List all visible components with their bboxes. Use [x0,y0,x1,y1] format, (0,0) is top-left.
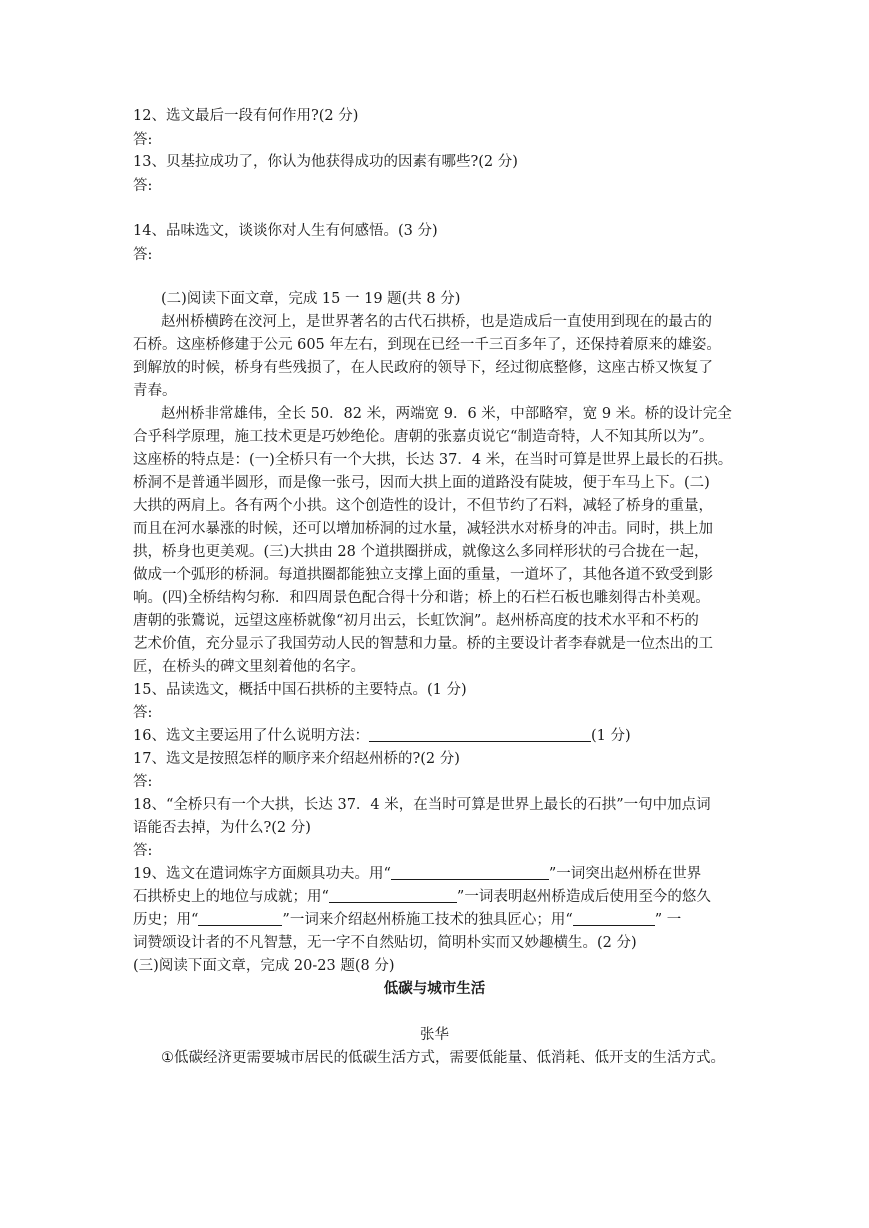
question-19-line-1 [133,864,743,884]
question-19-text: ”一词来介绍赵州桥施工技术的独具匠心；用“ [282,912,573,928]
answer-label: 答: [133,705,153,721]
question-16-prefix: 16、选文主要运用了什么说明方法： [133,728,369,744]
section-3-heading: (三)阅读下面文章，完成 20-23 题(8 分) [133,958,395,974]
question-19-text: 19、选文在遣词炼字方面颇具功夫。用“ [133,866,391,882]
answer-label: 答: [133,132,153,148]
question-16-suffix: (1 分) [590,728,631,744]
answer-blank[interactable] [198,911,282,926]
answer-label: 答: [133,178,153,194]
paragraph-line: 赵州桥横跨在洨河上，是世界著名的古代石拱桥，也是造成后一直使用到现在的最古的 [161,314,712,330]
answer-blank[interactable] [329,888,457,903]
answer-label: 答: [133,774,153,790]
question-18-line-2: 语能否去掉，为什么?(2 分) [133,820,311,836]
paragraph-line: 而且在河水暴涨的时候，还可以增加桥洞的过水量，减轻洪水对桥身的冲击。同时，拱上加 [133,521,713,537]
question-17: 17、选文是按照怎样的顺序来介绍赵州桥的?(2 分) [133,751,460,767]
question-19-text: ”一词表明赵州桥造成后使用至今的悠久 [456,889,711,905]
paragraph-line: 艺术价值，充分显示了我国劳动人民的智慧和力量。桥的主要设计者李春就是一位杰出的工 [133,636,713,652]
article-author: 张华 [420,1027,449,1043]
question-19-text: ” 一 [654,912,682,928]
paragraph-line: 到解放的时候，桥身有些残损了，在人民政府的领导下，经过彻底整修，这座古桥又恢复了 [133,360,713,376]
paragraph-line: 青春。 [133,383,177,399]
answer-blank[interactable] [369,727,591,742]
paragraph-line: 合乎科学原理，施工技术更是巧妙绝伦。唐朝的张嘉贞说它“制造奇特，人不知其所以为”。 [133,429,714,445]
paragraph-line: 赵州桥非常雄伟，全长 50．82 米，两端宽 9．6 米，中部略窄，宽 9 米。桥的设计完全 [161,406,732,422]
question-19-text: ”一词突出赵州桥在世界 [548,866,702,882]
question-19-text: 历史；用“ [133,912,199,928]
section-2-heading: (二)阅读下面文章，完成 15 一 19 题(共 8 分) [161,291,461,307]
paragraph-line: 大拱的两肩上。各有两个小拱。这个创造性的设计，不但节约了石料，减轻了桥身的重量， [133,498,713,514]
question-19-line-3 [133,910,743,930]
question-12: 12、选文最后一段有何作用?(2 分) [133,108,359,124]
question-19-line-2 [133,887,743,907]
answer-label: 答: [133,247,153,263]
question-19-text: 石拱桥史上的地位与成就；用“ [133,889,329,905]
paragraph-line: ①低碳经济更需要城市居民的低碳生活方式，需要低能量、低消耗、低开支的生活方式。 [161,1050,725,1066]
question-18-line-1: 18、“全桥只有一个大拱，长达 37．4 米，在当时可算是世界上最长的石拱”一句中加点词 [133,797,711,813]
paragraph-line: 匠，在桥头的碑文里刻着他的名字。 [133,659,365,675]
paragraph-line: 响。(四)全桥结构匀称．和四周景色配合得十分和谐；桥上的石栏石板也雕刻得古朴美观。 [133,590,710,606]
question-16 [133,726,743,746]
answer-blank[interactable] [391,865,549,880]
paragraph-line: 唐朝的张鷟说，远望这座桥就像“初月出云，长虹饮涧”。赵州桥高度的技术水平和不朽的 [133,613,699,629]
paragraph-line: 做成一个弧形的桥洞。每道拱圈都能独立支撑上面的重量，一道坏了，其他各道不致受到影 [133,567,713,583]
paragraph-line: 桥洞不是普通半圆形，而是像一张弓，因而大拱上面的道路没有陡坡，便于车马上下。(二) [133,475,710,491]
answer-blank[interactable] [573,911,655,926]
article-title: 低碳与城市生活 [383,981,486,997]
question-15: 15、品读选文，概括中国石拱桥的主要特点。(1 分) [133,682,467,698]
answer-label: 答: [133,843,153,859]
paragraph-line: 这座桥的特点是：(一)全桥只有一个大拱，长达 37．4 米，在当时可算是世界上最长的石拱。 [133,452,733,468]
question-13: 13、贝基拉成功了，你认为他获得成功的因素有哪些?(2 分) [133,154,518,170]
paragraph-line: 石桥。这座桥修建于公元 605 年左右，到现在已经一千三百多年了，还保持着原来的雄姿。 [133,337,721,353]
question-19-line-4: 词赞颂设计者的不凡智慧，无一字不自然贴切，简明朴实而又妙趣横生。(2 分) [133,935,637,951]
paragraph-line: 拱，桥身也更美观。(三)大拱由 28 个道拱圈拼成，就像这么多同样形状的弓合拢在一起， [133,544,709,560]
question-14: 14、品味选文，谈谈你对人生有何感悟。(3 分) [133,223,438,239]
